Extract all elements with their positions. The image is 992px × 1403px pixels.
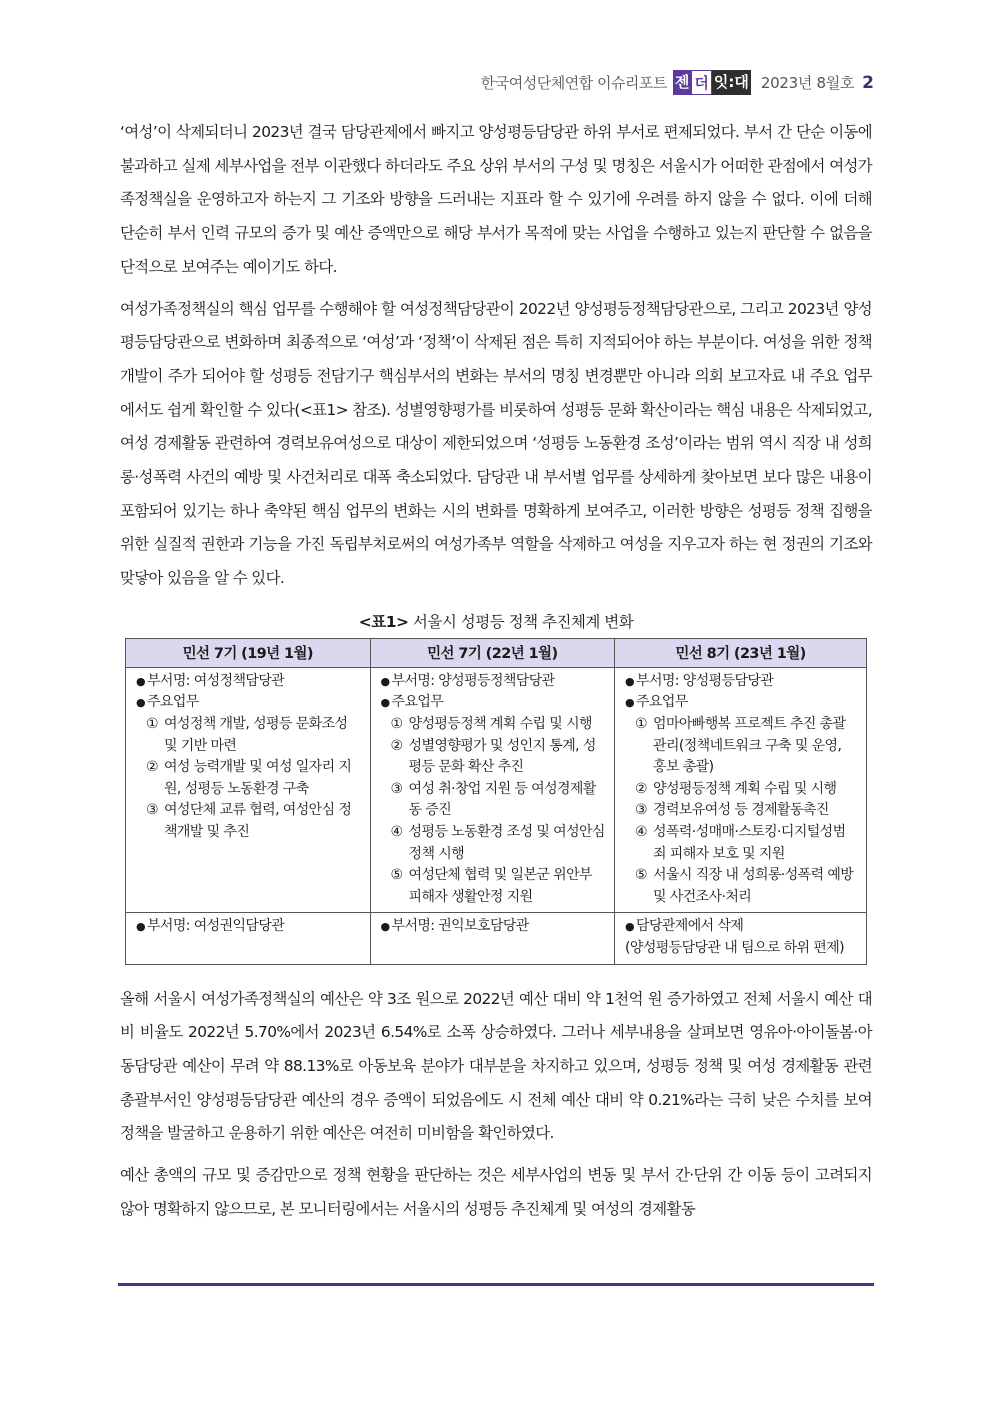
item-number: ② bbox=[146, 759, 158, 776]
item-text: 성별영향평가 및 성인지 통계, 성평등 문화 확산 추진 bbox=[408, 737, 596, 776]
table-cell bbox=[126, 913, 371, 964]
duty-list bbox=[391, 714, 607, 908]
header-date: 2023년 8월호 bbox=[760, 74, 855, 92]
list-item bbox=[146, 800, 362, 843]
list-item bbox=[391, 736, 607, 779]
duty-list bbox=[146, 714, 362, 844]
item-number: ③ bbox=[390, 780, 403, 797]
list-item bbox=[635, 800, 858, 822]
item-text: 서울시 직장 내 성희롱·성폭력 예방 및 사건조사·처리 bbox=[653, 867, 854, 905]
dept-name: ● 부서명: 여성권익담당관 bbox=[136, 916, 362, 938]
list-item bbox=[391, 714, 607, 736]
footer-rule bbox=[118, 1283, 874, 1286]
dept-name: ● 부서명: 여성정책담당관 bbox=[136, 671, 362, 693]
item-number: ③ bbox=[635, 802, 647, 819]
duty-label: ● 주요업무 bbox=[136, 692, 362, 714]
item-text: 여성 능력개발 및 여성 일자리 지원, 성평등 노동환경 구축 bbox=[164, 759, 352, 797]
item-text: 경력보유여성 등 경제활동촉진 bbox=[653, 802, 829, 819]
table-caption-label: <표1> bbox=[358, 612, 409, 631]
table-cell bbox=[615, 667, 867, 913]
item-number: ② bbox=[635, 780, 647, 797]
item-text: 양성평등정책 계획 수립 및 시행 bbox=[408, 716, 592, 733]
list-item bbox=[391, 865, 607, 908]
table-cell bbox=[370, 913, 615, 964]
list-item bbox=[146, 714, 362, 757]
document-body bbox=[120, 116, 872, 1234]
list-item bbox=[635, 822, 858, 865]
item-number: ① bbox=[635, 716, 647, 733]
table-header-cell: 민선 8기 (23년 1월) bbox=[615, 638, 867, 667]
dept-name: ● 부서명: 권익보호담당관 bbox=[381, 916, 607, 938]
page-header bbox=[481, 70, 874, 95]
list-item bbox=[635, 865, 858, 908]
duty-label: ● 주요업무 bbox=[381, 692, 607, 714]
list-item bbox=[391, 779, 607, 822]
paragraph-1: ‘여성’이 삭제되더니 2023년 결국 담당관제에서 빠지고 양성평등담당관 하위 부서로 편제되었다. 부서 간 단순 이동에 불과하고 실제 세부사업을 전부 이관했다 하더라도 주요 상위 부서의 구성 및 명칭은 서울시가 어떠한 관점에서 여성가족정책실을 운영하고자 하는지 그 기조와 방향을 드러내는 지표라 할 수 있기에 우려를 하지 않을 수 없다. 이에 더해 단순히 부서 인력 규모의 증가 및 예산 증액만으로 해당 부서가 목적에 맞는 사업을 수행하고 있는지 판단할 수 없음을 단적으로 보여주는 예이기도 하다. bbox=[120, 123, 872, 276]
table-cell bbox=[370, 667, 615, 913]
list-item bbox=[635, 714, 858, 779]
dept-status-note: (양성평등담당관 내 팀으로 하위 편제) bbox=[625, 939, 845, 956]
table-row bbox=[126, 667, 867, 913]
paragraph-3: 올해 서울시 여성가족정책실의 예산은 약 3조 원으로 2022년 예산 대비 약 1천억 원 증가하였고 전체 서울시 예산 대비 비율도 2022년 5.70%에서 2023년 6.54%로 소폭 상승하였다. 그러나 세부내용을 살펴보면 영유아·아이돌봄·아동담당관 예산이 무려 약 88.13%로 아동보육 분야가 대부분을 차지하고 있으며, 성평등 정책 및 여성 경제활동 관련 총괄부서인 양성평등담당관 예산의 경우 증액이 되었음에도 시 전체 예산 대비 약 0.21%라는 극히 낮은 수치를 보여 정책을 발굴하고 운용하기 위한 예산은 여전히 미비함을 확인하였다. bbox=[120, 989, 872, 1143]
item-number: ② bbox=[390, 737, 403, 754]
item-text: 엄마아빠행복 프로젝트 추진 총괄 관리(정책네트워크 구축 및 운영, 홍보 총괄) bbox=[653, 716, 846, 776]
item-text: 여성단체 교류 협력, 여성안심 정책개발 및 추진 bbox=[164, 802, 352, 840]
list-item bbox=[391, 822, 607, 865]
policy-table bbox=[125, 638, 867, 965]
brand-logo bbox=[673, 70, 751, 95]
item-number: ④ bbox=[390, 824, 403, 840]
item-number: ③ bbox=[146, 802, 158, 819]
item-text: 여성단체 협력 및 일본군 위안부 피해자 생활안정 지원 bbox=[408, 867, 592, 905]
list-item bbox=[146, 757, 362, 800]
table-header-cell: 민선 7기 (22년 1월) bbox=[370, 638, 615, 667]
item-text: 여성 취·창업 지원 등 여성경제활동 증진 bbox=[408, 780, 596, 819]
dept-name: ● 부서명: 양성평등정책담당관 bbox=[381, 671, 607, 693]
item-number: ① bbox=[146, 716, 158, 733]
brand-part-1: 젠 bbox=[673, 70, 692, 95]
table-caption-text: 서울시 성평등 정책 추진체계 변화 bbox=[412, 612, 634, 631]
item-number: ⑤ bbox=[635, 867, 647, 884]
table-cell bbox=[615, 913, 867, 964]
duty-label: ● 주요업무 bbox=[625, 692, 858, 714]
table-row bbox=[126, 913, 867, 964]
table-header-row bbox=[126, 638, 867, 667]
brand-part-2: 더 bbox=[691, 70, 712, 95]
dept-status: ● 담당관제에서 삭제 bbox=[625, 916, 858, 938]
item-number: ① bbox=[390, 716, 403, 733]
brand-part-3: 잇:대 bbox=[712, 70, 751, 95]
duty-list bbox=[635, 714, 858, 908]
list-item bbox=[635, 779, 858, 801]
item-text: 성폭력·성매매·스토킹·디지털성범죄 피해자 보호 및 지원 bbox=[653, 824, 846, 862]
page-number: 2 bbox=[862, 72, 874, 93]
table-cell bbox=[126, 667, 371, 913]
header-org: 한국여성단체연합 이슈리포트 bbox=[480, 74, 667, 92]
item-text: 성평등 노동환경 조성 및 여성안심정책 시행 bbox=[408, 824, 605, 862]
table-caption bbox=[120, 610, 872, 632]
table-header-cell: 민선 7기 (19년 1월) bbox=[126, 638, 371, 667]
item-text: 양성평등정책 계획 수립 및 시행 bbox=[653, 780, 837, 797]
item-number: ④ bbox=[635, 824, 647, 840]
dept-name: ● 부서명: 양성평등담당관 bbox=[625, 671, 858, 693]
paragraph-4: 예산 총액의 규모 및 증감만으로 정책 현황을 판단하는 것은 세부사업의 변동 및 부서 간·단위 간 이동 등이 고려되지 않아 명확하지 않으므로, 본 모니터링에서는 서울시의 성평등 추진체계 및 여성의 경제활동 bbox=[120, 1166, 872, 1218]
paragraph-2: 여성가족정책실의 핵심 업무를 수행해야 할 여성정책담당관이 2022년 양성평등정책담당관으로, 그리고 2023년 양성평등담당관으로 변화하며 최종적으로 ‘여성’과 ‘정책’이 삭제된 점은 특히 지적되어야 하는 부분이다. 여성을 위한 정책 개발이 주가 되어야 할 성평등 전담기구 핵심부서의 변화는 부서의 명칭 변경뿐만 아니라 의회 보고자료 내 주요 업무에서도 쉽게 확인할 수 있다(<표1> 참조). 성별영향평가를 비롯하여 성평등 문화 확산이라는 핵심 내용은 삭제되었고, 여성 경제활동 관련하여 경력보유여성으로 대상이 제한되었으며 ‘성평등 노동환경 조성’이라는 범위 역시 직장 내 성희롱·성폭력 사건의 예방 및 사건처리로 대폭 축소되었다. 담당관 내 부서별 업무를 상세하게 찾아보면 보다 많은 내용이 포함되어 있기는 하나 축약된 핵심 업무의 변화는 시의 변화를 명확하게 보여주고, 이러한 방향은 성평등 정책 집행을 위한 실질적 권한과 기능을 가진 독립부처로써의 여성가족부 역할을 삭제하고 여성을 지우고자 하는 현 정권의 기조와 맞닿아 있음을 알 수 있다. bbox=[120, 299, 872, 588]
item-number: ⑤ bbox=[390, 867, 403, 884]
item-text: 여성정책 개발, 성평등 문화조성 및 기반 마련 bbox=[164, 716, 348, 754]
